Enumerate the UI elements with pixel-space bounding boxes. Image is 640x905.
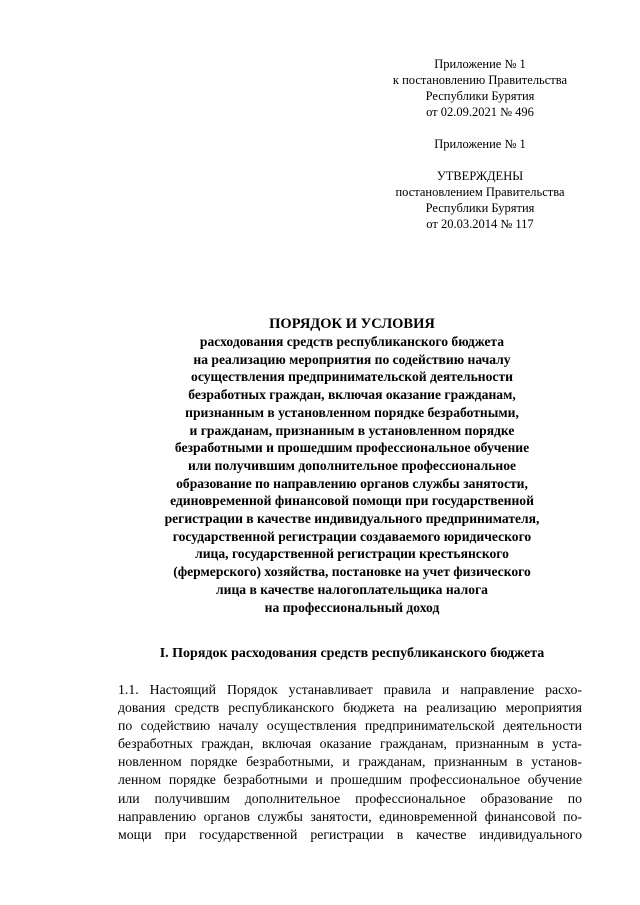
appendix-label-block xyxy=(360,136,600,152)
body-paragraph xyxy=(118,681,582,844)
title-line: единовременной финансовой помощи при государственной xyxy=(170,493,534,509)
paragraph-line: ленном порядке безработными и прошедшим профессиональное обучение xyxy=(118,772,582,788)
paragraph-line: 1.1. Настоящий Порядок устанавливает правила и направление расхо- xyxy=(118,682,582,697)
paragraph-line: новленном порядке безработными, и гражданам, признанным в установ- xyxy=(118,754,582,770)
appendix-line: Республики Бурятия xyxy=(425,89,535,103)
paragraph-line: или получившим дополнительное профессиональное образование по xyxy=(118,790,582,806)
approved-block xyxy=(360,168,600,232)
appendix-block xyxy=(360,56,600,120)
title-line: лица, государственной регистрации крестьянского xyxy=(195,546,509,562)
document-title xyxy=(100,316,604,616)
title-line: осуществления предпринимательской деятельности xyxy=(191,369,513,385)
title-line: регистрации в качестве индивидуального предпринимателя, xyxy=(164,511,540,527)
paragraph-line: безработных граждан, включая оказание гражданам, признанным в уста- xyxy=(118,736,582,752)
appendix-line: Приложение № 1 xyxy=(434,57,526,71)
title-line: на реализацию мероприятия по содействию началу xyxy=(193,351,511,367)
paragraph-line: дования средств республиканского бюджета на реализацию мероприятия xyxy=(118,700,582,716)
title-line: (фермерского) хозяйства, постановке на учет физического xyxy=(173,564,531,580)
title-line: образование по направлению органов службы занятости, xyxy=(176,475,528,491)
title-line: признанным в установленном порядке безработными, xyxy=(185,404,519,420)
section-heading: I. Порядок расходования средств республиканского бюджета xyxy=(159,646,545,661)
approved-line: УТВЕРЖДЕНЫ xyxy=(436,169,524,183)
title-line: государственной регистрации создаваемого юридического xyxy=(172,528,532,544)
appendix-line: к постановлению Правительства xyxy=(392,73,568,87)
title-line: расходования средств республиканского бюджета xyxy=(199,334,505,349)
title-main: ПОРЯДОК И УСЛОВИЯ xyxy=(269,316,435,332)
paragraph-line: направлению органов службы занятости, единовременной финансовой по- xyxy=(118,808,582,824)
appendix-label: Приложение № 1 xyxy=(434,137,526,151)
approved-line: Республики Бурятия xyxy=(425,201,535,215)
title-line: на профессиональный доход xyxy=(264,599,440,615)
approval-header xyxy=(360,56,600,232)
paragraph-line: мощи при государственной регистрации в качестве индивидуального xyxy=(118,826,582,842)
title-line: безработными и прошедшим профессиональное обучение xyxy=(174,440,530,456)
title-line: безработных граждан, включая оказание гражданам, xyxy=(188,387,516,403)
approved-line: постановлением Правительства xyxy=(395,185,565,199)
paragraph-line: по содействию началу осуществления предпринимательской деятельности xyxy=(118,718,582,734)
title-line: или получившим дополнительное профессиональное xyxy=(187,457,517,473)
approved-line: от 20.03.2014 № 117 xyxy=(426,217,534,231)
appendix-line: от 02.09.2021 № 496 xyxy=(426,105,534,119)
title-line: и гражданам, признанным в установленном порядке xyxy=(189,422,515,438)
title-line: лица в качестве налогоплательщика налога xyxy=(216,581,488,597)
